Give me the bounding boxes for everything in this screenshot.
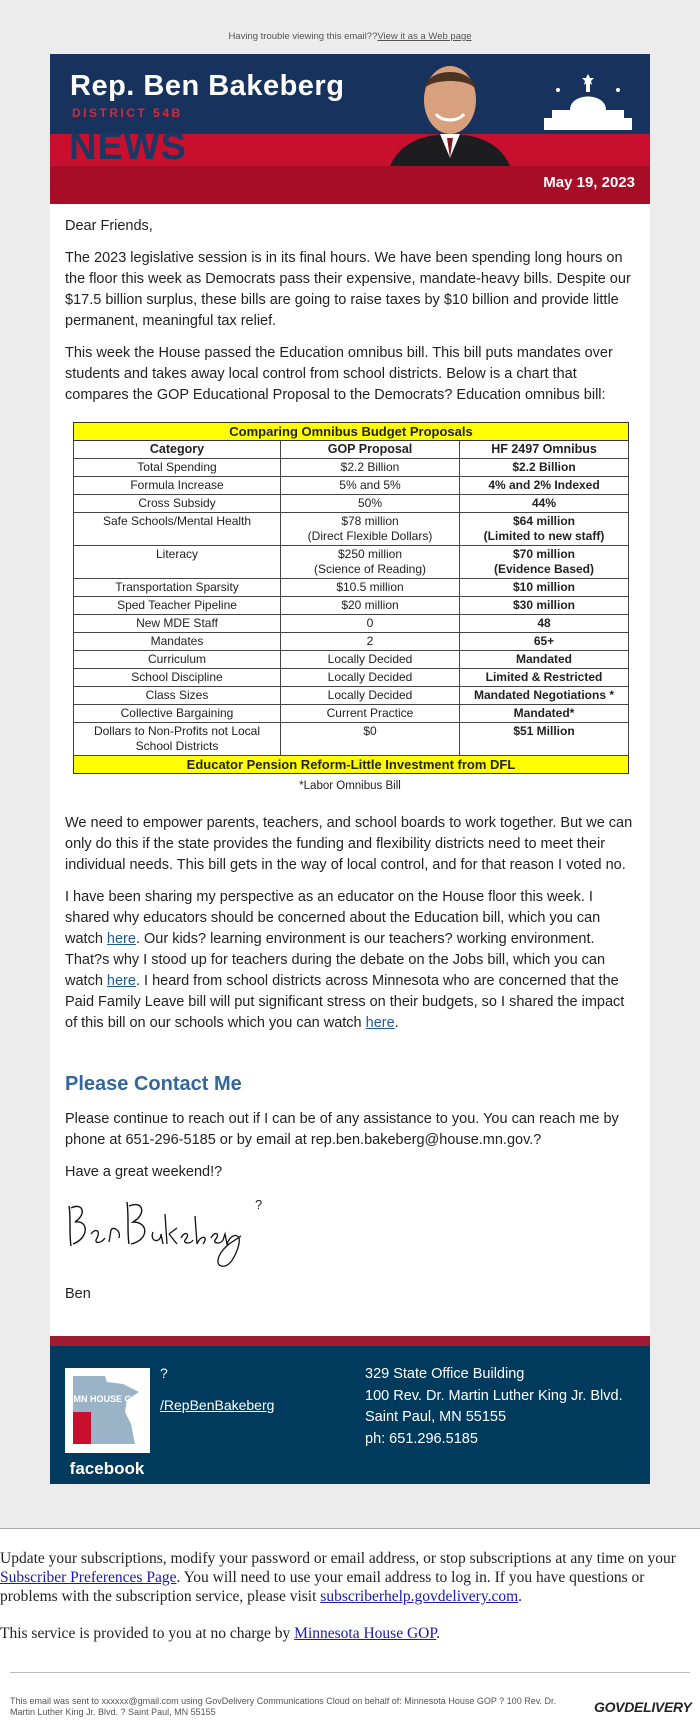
phone: ph: 651.296.5185 xyxy=(365,1430,478,1447)
table-cell: $70 million (Evidence Based) xyxy=(460,546,629,579)
table-row xyxy=(74,579,629,597)
contact-text: Please continue to reach out if I can be of any assistance to you. You can reach me by phone at 651-296-5185 or by email at rep.ben.bakeberg@house.mn.gov.? xyxy=(65,1111,619,1148)
table-cell: Literacy xyxy=(74,546,281,579)
table-row xyxy=(74,615,629,633)
col-gop: GOP Proposal xyxy=(281,441,460,459)
signature-image xyxy=(65,1194,245,1274)
table-row xyxy=(74,651,629,669)
subscriber-help-link[interactable]: subscriberhelp.govdelivery.com xyxy=(320,1588,519,1605)
table-cell: Formula Increase xyxy=(74,477,281,495)
table-cell: Mandated* xyxy=(460,705,629,723)
newsletter-header xyxy=(50,54,650,204)
table-row xyxy=(74,495,629,513)
table-title: Comparing Omnibus Budget Proposals xyxy=(74,423,629,441)
mn-house-gop-logo xyxy=(65,1368,150,1480)
table-cell: $78 million (Direct Flexible Dollars) xyxy=(281,513,460,546)
preheader xyxy=(0,31,700,42)
table-cell: Current Practice xyxy=(281,705,460,723)
table-cell: Limited & Restricted xyxy=(460,669,629,687)
rep-name: Rep. Ben Bakeberg xyxy=(70,70,345,102)
col-hf: HF 2497 Omnibus xyxy=(460,441,629,459)
mn-house-gop-link[interactable]: Minnesota House GOP xyxy=(294,1625,437,1642)
table-cell: 4% and 2% Indexed xyxy=(460,477,629,495)
table-cell: $2.2 Billion xyxy=(460,459,629,477)
logo-text: MN HOUSE GOP xyxy=(73,1394,145,1404)
table-cell: $51 Million xyxy=(460,723,629,756)
contact-heading: Please Contact Me xyxy=(65,1073,242,1095)
table-row xyxy=(74,669,629,687)
table-cell: Mandates xyxy=(74,633,281,651)
table-cell: 2 xyxy=(281,633,460,651)
rep-portrait xyxy=(380,54,520,166)
table-cell: $10.5 million xyxy=(281,579,460,597)
paragraph-education-bill: This week the House passed the Education omnibus bill. This bill puts mandates over students and takes away local control from school districts. Below is a chart that compares the GOP Educational Proposal to the Democrats? Education omnibus bill: xyxy=(65,345,613,403)
table-row xyxy=(74,546,629,579)
weekend-text: Have a great weekend!? xyxy=(65,1164,223,1180)
table-cell: New MDE Staff xyxy=(74,615,281,633)
subscription-text: Update your subscriptions, modify your password or email address, or stop subscriptions at any time on your Subscriber Preferences Page. You will need to use your email address to log in. If you have questions or problems with the subscription service, please visit subscriberhelp.govdelivery.com. xyxy=(0,1550,676,1605)
table-cell: Safe Schools/Mental Health xyxy=(74,513,281,546)
district-label: DISTRICT 54B xyxy=(72,106,183,120)
sign-off: Ben xyxy=(65,1286,91,1302)
table-row xyxy=(74,597,629,615)
table-cell: Total Spending xyxy=(74,459,281,477)
table-cell: Locally Decided xyxy=(281,651,460,669)
table-cell: 5% and 5% xyxy=(281,477,460,495)
footer-char: ? xyxy=(160,1365,168,1381)
table-row xyxy=(74,633,629,651)
table-cell: Class Sizes xyxy=(74,687,281,705)
greeting: Dear Friends, xyxy=(65,218,153,234)
table-cell: School Discipline xyxy=(74,669,281,687)
table-cell: $2.2 Billion xyxy=(281,459,460,477)
contact-footer xyxy=(50,1336,650,1484)
table-cell: Collective Bargaining xyxy=(74,705,281,723)
table-cell: 65+ xyxy=(460,633,629,651)
table-row xyxy=(74,459,629,477)
table-cell: Locally Decided xyxy=(281,687,460,705)
table-cell: Curriculum xyxy=(74,651,281,669)
table-cell: $64 million (Limited to new staff) xyxy=(460,513,629,546)
subscriber-preferences-link[interactable]: Subscriber Preferences Page xyxy=(0,1569,177,1586)
govdelivery-logo: GOVDELIVERY xyxy=(594,1699,692,1715)
newsletter-card xyxy=(50,54,650,1484)
signature xyxy=(65,1194,635,1274)
watch-jobs-link[interactable]: here xyxy=(106,973,136,989)
table-row xyxy=(74,723,629,756)
table-cell: Dollars to Non-Profits not Local School Districts xyxy=(74,723,281,756)
table-cell: $20 million xyxy=(281,597,460,615)
comparison-table-wrap xyxy=(73,422,627,774)
table-row xyxy=(74,477,629,495)
table-footnote: *Labor Omnibus Bill xyxy=(299,780,401,792)
col-category: Category xyxy=(74,441,281,459)
paragraph-perspective: I have been sharing my perspective as an educator on the House floor this week. I shared why educators should be concerned about the Education bill, which you can watch here. Our kids? learning environment is our teachers? working environment. That?s why I stood up for teachers during the debate on the Jobs bill, which you can watch here. I heard from school districts across Minnesota who are concerned that the Paid Family Leave bill will put significant stress on their budgets, so I shared the impact of this bill on our schools which you can watch here. xyxy=(65,889,625,1031)
table-row xyxy=(74,687,629,705)
table-cell: $10 million xyxy=(460,579,629,597)
table-cell: $0 xyxy=(281,723,460,756)
newsletter-body xyxy=(50,204,650,1336)
table-cell: $250 million (Science of Reading) xyxy=(281,546,460,579)
watch-education-link[interactable]: here xyxy=(106,931,136,947)
capitol-icon xyxy=(540,74,636,134)
paragraph-empower: We need to empower parents, teachers, and school boards to work together. But we can only do this if the state provides the funding and flexibility districts need to meet their individual needs. This bill gets in the way of local control, and for that reason I voted no. xyxy=(65,815,633,873)
preheader-text: Having trouble viewing this email?? xyxy=(228,31,378,42)
office-address xyxy=(365,1364,623,1450)
table-cell: Transportation Sparsity xyxy=(74,579,281,597)
table-footer-banner: Educator Pension Reform-Little Investment from DFL xyxy=(74,756,629,774)
table-cell: 48 xyxy=(460,615,629,633)
table-cell: Sped Teacher Pipeline xyxy=(74,597,281,615)
service-text: This service is provided to you at no charge by Minnesota House GOP. xyxy=(0,1625,441,1642)
watch-family-leave-link[interactable]: here xyxy=(365,1015,395,1031)
table-cell: Cross Subsidy xyxy=(74,495,281,513)
paragraph-session: The 2023 legislative session is in its final hours. We have been spending long hours on the floor this week as Democrats pass their expensive, mandate-heavy bills. Despite our $17.5 billion surplus, these bills are going to raise taxes by $10 billion and provide little permanent, meaningful tax relief. xyxy=(65,250,631,329)
facebook-wordmark: facebook xyxy=(69,1459,145,1478)
address-line: Saint Paul, MN 55155 xyxy=(365,1409,507,1425)
issue-date: May 19, 2023 xyxy=(543,174,635,191)
table-row xyxy=(74,705,629,723)
facebook-link[interactable]: /RepBenBakeberg xyxy=(160,1397,275,1413)
view-web-page-link[interactable]: View it as a Web page xyxy=(377,31,472,42)
table-cell: 44% xyxy=(460,495,629,513)
table-row xyxy=(74,513,629,546)
subscription-footer xyxy=(0,1528,700,1723)
table-cell: $30 million xyxy=(460,597,629,615)
address-line: 100 Rev. Dr. Martin Luther King Jr. Blvd. xyxy=(365,1387,623,1404)
sent-to-notice: This email was sent to xxxxxx@gmail.com using GovDelivery Communications Cloud on behalf of: Minnesota House GOP ? 100 Rev. Dr. Martin Luther King Jr. Blvd. ? Saint Paul, MN 55155 xyxy=(10,1696,557,1717)
table-cell: Mandated Negotiations * xyxy=(460,687,629,705)
table-cell: 0 xyxy=(281,615,460,633)
address-line: 329 State Office Building xyxy=(365,1366,525,1382)
comparison-table xyxy=(73,422,629,774)
signature-char: ? xyxy=(255,1197,263,1212)
table-cell: 50% xyxy=(281,495,460,513)
news-wordmark: NEWS xyxy=(69,126,187,168)
table-cell: Locally Decided xyxy=(281,669,460,687)
table-cell: Mandated xyxy=(460,651,629,669)
